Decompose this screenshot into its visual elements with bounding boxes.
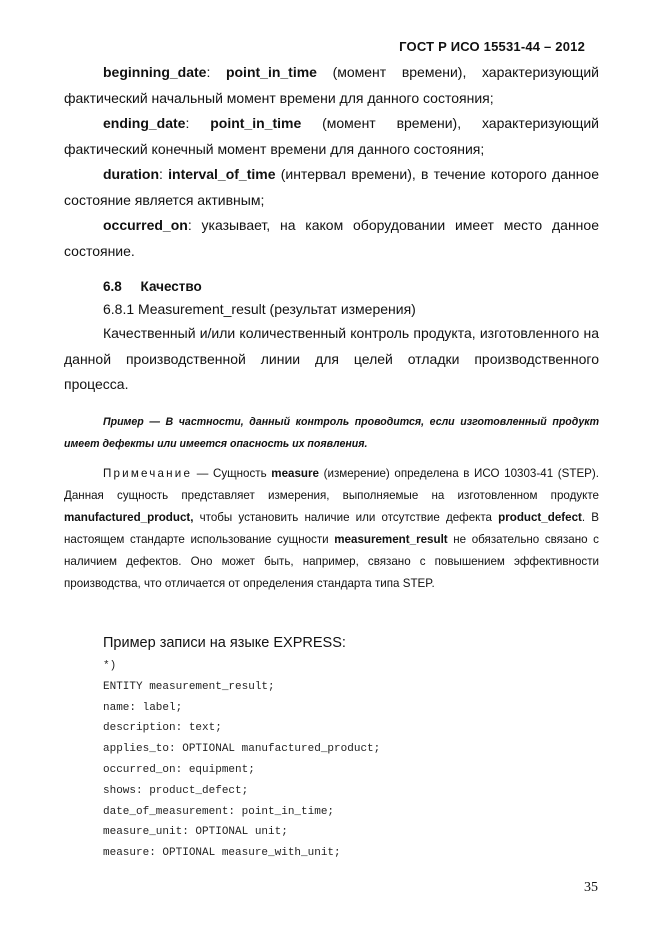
code-line: description: text; — [103, 722, 222, 735]
code-line: occurred_on: equipment; — [103, 763, 255, 776]
express-code-block — [103, 656, 603, 864]
subsection-title: Measurement_result (результат измерения) — [138, 301, 416, 317]
attribute-duration: duration: interval_of_time (интервал времени), в течение которого данное состояние является активным; — [64, 166, 600, 208]
entity-name: product_defect — [498, 511, 582, 524]
attribute-occurred-on: occurred_on: указывает, на каком оборудовании имеет место данное состояние. — [64, 217, 599, 259]
note-text: не обязательно связано с наличием дефектов. Оно может быть, например, связано с повышением эффективности производства, что отличается от определения стандарта типа STEP. — [64, 533, 599, 590]
note-block — [64, 463, 599, 595]
attribute-description: (момент времени), характеризующий фактический конечный момент времени для данного состояния; — [64, 115, 600, 157]
attribute-beginning-date: beginning_date: point_in_time (момент времени), характеризующий фактический начальный момент времени для данного состояния; — [64, 64, 599, 106]
attribute-name: ending_date — [103, 115, 186, 131]
page-number: 35 — [584, 880, 598, 895]
attribute-type: point_in_time — [225, 64, 317, 80]
example-text: Пример — В частности, данный контроль проводится, если изготовленный продукт имеет дефекты или имеется опасность их появления. — [64, 416, 599, 450]
note-text: (измерение) определена в ИСО 10303-41 (STEP). Данная сущность представляет измерения, выполняемые на изготовленном продукте — [64, 467, 599, 502]
section-title: Качество — [140, 279, 202, 294]
attribute-list — [64, 60, 599, 264]
attribute-name: beginning_date — [103, 64, 207, 80]
entity-name: manufactured_product, — [64, 511, 194, 524]
express-heading-block — [64, 631, 599, 657]
entity-name: measure — [271, 467, 319, 480]
express-heading: Пример записи на языке EXPRESS: — [103, 635, 346, 651]
attribute-name: occurred_on — [103, 217, 188, 233]
code-line: applies_to: OPTIONAL manufactured_product; — [103, 743, 381, 756]
attribute-description: (момент времени), характеризующий фактический начальный момент времени для данного состояния; — [64, 64, 599, 106]
code-line: shows: product_defect; — [103, 784, 249, 797]
attribute-type: interval_of_time — [168, 166, 276, 182]
attribute-description: указывает, на каком оборудовании имеет место данное состояние. — [64, 217, 599, 259]
entity-name: measurement_result — [334, 533, 448, 546]
subsection-number: 6.8.1 — [103, 301, 135, 317]
code-line: measure_unit: OPTIONAL unit; — [103, 826, 288, 839]
note-text: — Сущность — [192, 467, 272, 480]
note-paragraph — [64, 463, 599, 595]
attribute-type: point_in_time — [210, 115, 302, 131]
code-line: name: label; — [103, 701, 183, 714]
subsection-heading — [64, 297, 599, 323]
attribute-name: duration — [103, 166, 159, 182]
section-number: 6.8 — [103, 279, 122, 294]
body-paragraph-block — [64, 321, 599, 398]
code-line: ENTITY measurement_result; — [103, 680, 275, 693]
code-line: measure: OPTIONAL measure_with_unit; — [103, 847, 341, 860]
note-text: чтобы установить наличие или отсутствие дефекта — [193, 511, 499, 524]
code-line: *) — [103, 660, 117, 672]
document-header: ГОСТ Р ИСО 15531-44 – 2012 — [399, 39, 585, 54]
code-line: date_of_measurement: point_in_time; — [103, 805, 335, 818]
section-heading — [64, 274, 599, 300]
attribute-ending-date: ending_date: point_in_time (момент времени), характеризующий фактический конечный момент времени для данного состояния; — [64, 115, 600, 157]
note-label: Примечание — [103, 467, 193, 480]
example-block — [64, 411, 599, 455]
attribute-description: (интервал времени), в течение которого данное состояние является активным; — [64, 166, 600, 208]
body-paragraph: Качественный и/или количественный контроль продукта, изготовленного на данной производственной линии для целей отладки производственного процесса. — [64, 325, 599, 392]
note-text: . В настоящем стандарте использование сущности — [64, 511, 599, 546]
